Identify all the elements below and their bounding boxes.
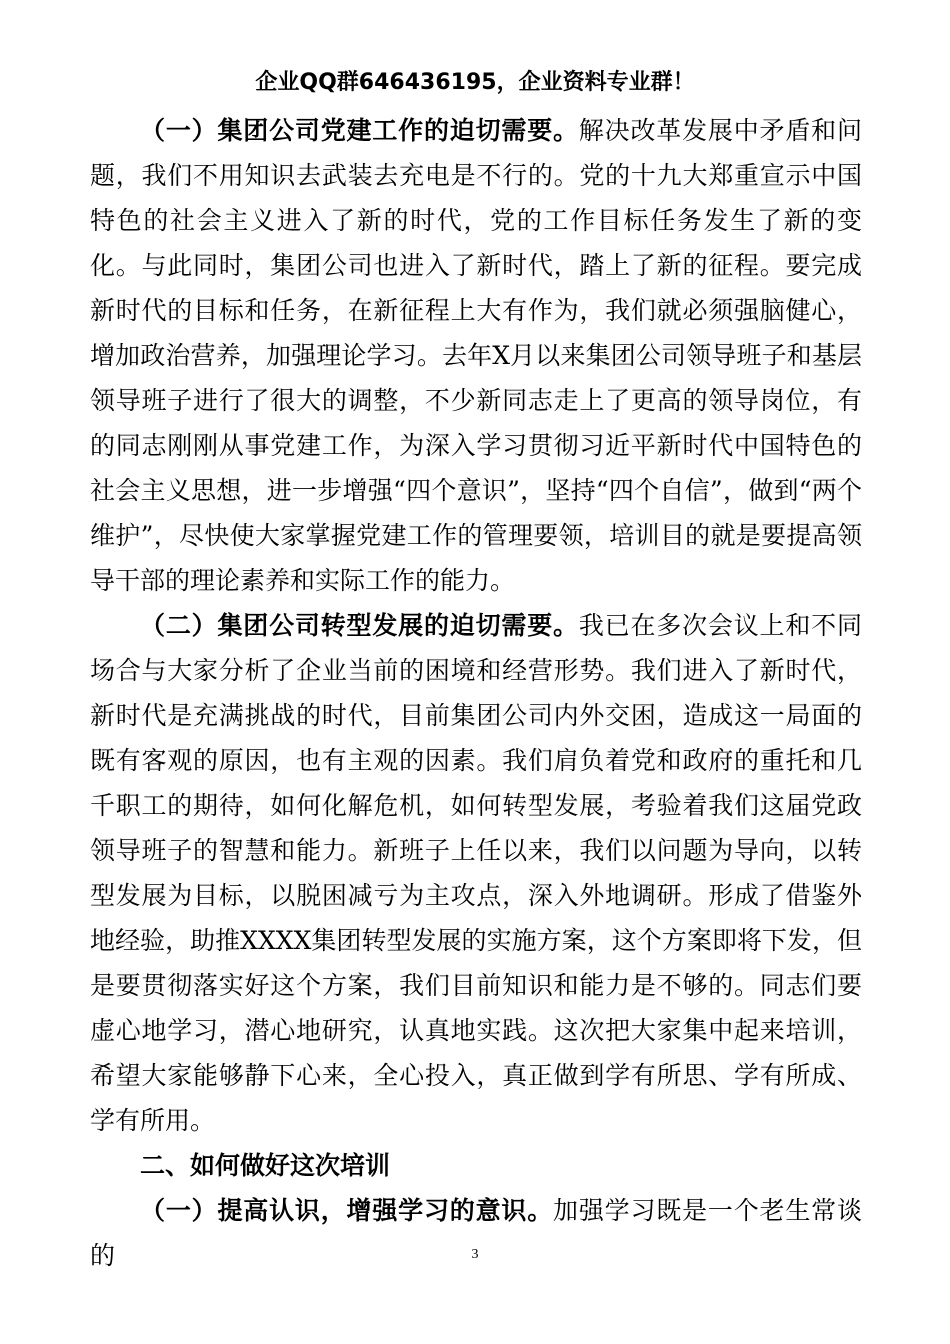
section-heading: 二、如何做好这次培训: [140, 1151, 391, 1180]
paragraph-transformation: [90, 603, 862, 1143]
paragraph-text: 我已在多次会议上和不同场合与大家分析了企业当前的困境和经营形势。我们进入了新时代，新时代是充满挑战的时代，目前集团公司内外交困，造成这一局面的既有客观的原因，也有主观的因素。我们肩负着党和政府的重托和几千职工的期待，如何化解危机，如何转型发展，考验着我们这届党政领导班子的智慧和能力。新班子上任以来，我们以问题为导向，以转型发展为目标，以脱困减亏为主攻点，深入外地调研。形成了借鉴外地经验，助推XXXX集团转型发展的实施方案，这个方案即将下发，但是要贯彻落实好这个方案，我们目前知识和能力是不够的。同志们要虚心地学习，潜心地研究，认真地实践。这次把大家集中起来培训，希望大家能够静下心来，全心投入，真正做到学有所思、学有所成、学有所用。: [90, 611, 862, 1135]
paragraph-party-building: [90, 108, 862, 603]
paragraph-lead: （一）提高认识，增强学习的意识。: [140, 1196, 554, 1225]
paragraph-awareness: [90, 1188, 862, 1278]
paragraph-text: 解决改革发展中矛盾和问题，我们不用知识去武装去充电是不行的。党的十九大郑重宣示中国特色的社会主义进入了新的时代，党的工作目标任务发生了新的变化。与此同时，集团公司也进入了新时代，踏上了新的征程。要完成新时代的目标和任务，在新征程上大有作为，我们就必须强脑健心，增加政治营养，加强理论学习。去年X月以来集团公司领导班子和基层领导班子进行了很大的调整，不少新同志走上了更高的领导岗位，有的同志刚刚从事党建工作，为深入学习贯彻习近平新时代中国特色的社会主义思想，进一步增强“四个意识”，坚持“四个自信”，做到“两个维护”，尽快使大家掌握党建工作的管理要领，培训目的就是要提高领导干部的理论素养和实际工作的能力。: [90, 116, 862, 595]
paragraph-text: 加强学习既是一个老生常谈的: [90, 1196, 862, 1270]
document-body: [90, 108, 862, 1278]
page-number: 3: [471, 1247, 479, 1262]
paragraph-lead: （一）集团公司党建工作的迫切需要。: [140, 116, 579, 145]
page-header: 企业QQ群646436195，企业资料专业群！: [255, 70, 695, 95]
paragraph-lead: （二）集团公司转型发展的迫切需要。: [140, 611, 579, 640]
